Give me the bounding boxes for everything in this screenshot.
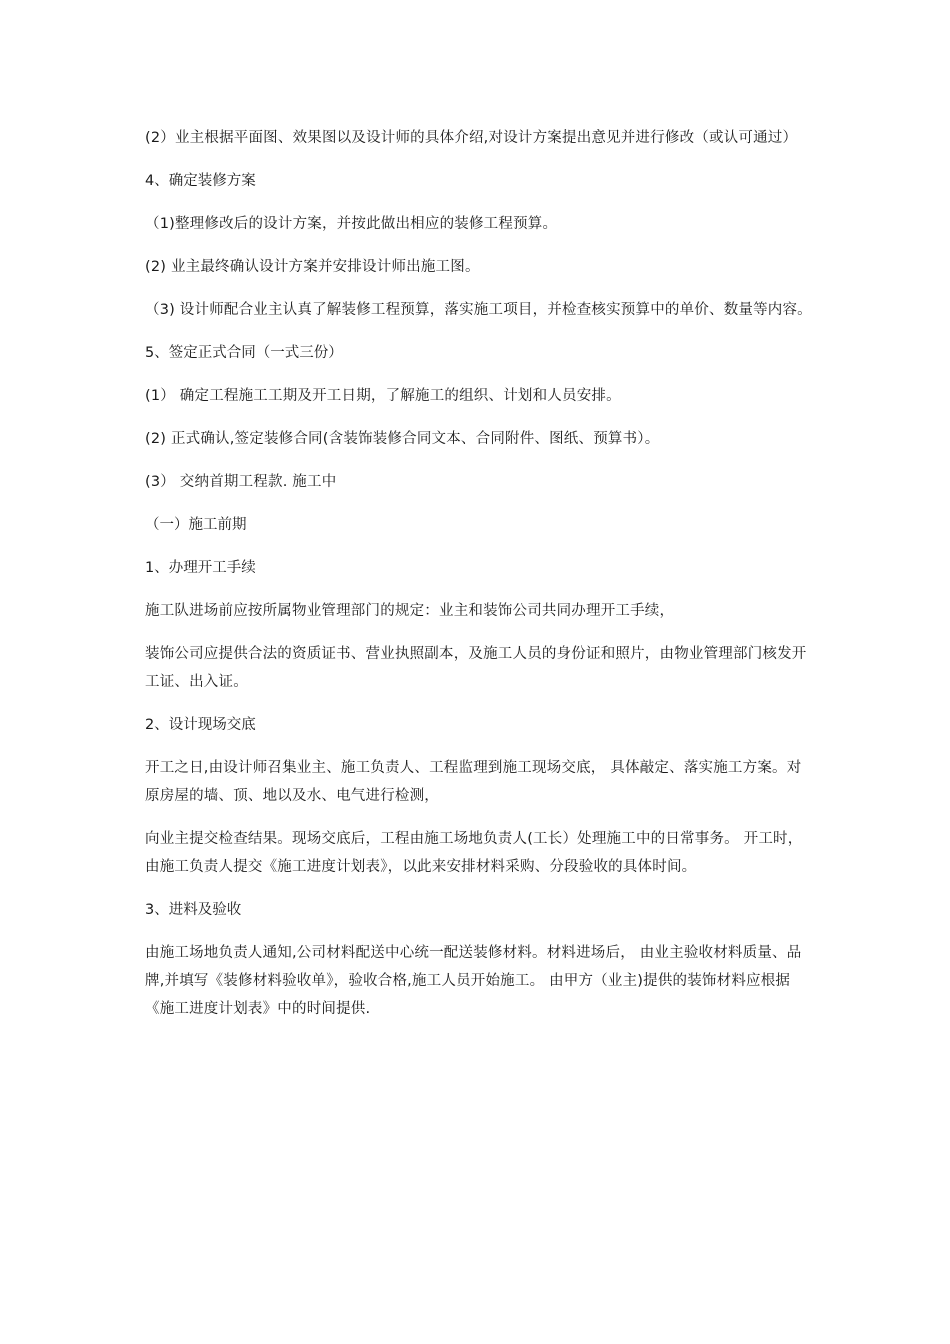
paragraph-inspection-results: 向业主提交检查结果。现场交底后，工程由施工场地负责人(工长）处理施工中的日常事务。 开工时，由施工负责人提交《施工进度计划表》，以此来安排材料采购、分段验收的具体时间。 — [145, 831, 803, 875]
heading-materials: 3、进料及验收 — [145, 902, 242, 918]
paragraph-credentials: 装饰公司应提供合法的资质证书、营业执照副本，及施工人员的身份证和照片，由物业管理部门核发开工证、出入证。 — [145, 646, 807, 690]
paragraph-final-confirm: (2) 业主最终确认设计方案并安排设计师出施工图。 — [145, 259, 480, 275]
paragraph-first-payment: (3） 交纳首期工程款. 施工中 — [145, 474, 337, 490]
paragraph-designer-revision: (2）业主根据平面图、效果图以及设计师的具体介绍,对设计方案提出意见并进行修改（或认可通过） — [145, 130, 798, 146]
paragraph-organize-plan: （1)整理修改后的设计方案，并按此做出相应的装修工程预算。 — [145, 216, 558, 232]
paragraph-budget-review: （3) 设计师配合业主认真了解装修工程预算，落实施工项目，并检查核实预算中的单价、数量等内容。 — [145, 302, 812, 318]
heading-start-procedures: 1、办理开工手续 — [145, 560, 256, 576]
paragraph-briefing-day: 开工之日,由设计师召集业主、施工负责人、工程监理到施工现场交底， 具体敲定、落实施工方案。对原房屋的墙、顶、地以及水、电气进行检测， — [145, 760, 802, 804]
paragraph-material-delivery: 由施工场地负责人通知,公司材料配送中心统一配送装修材料。材料进场后， 由业主验收材料质量、品牌,并填写《装修材料验收单》，验收合格,施工人员开始施工。 由甲方（业主)提供的装饰材料应根据《施工进度计划表》中的时间提供. — [145, 945, 802, 1017]
heading-pre-construction: （一）施工前期 — [145, 517, 247, 533]
paragraph-schedule: (1） 确定工程施工工期及开工日期，了解施工的组织、计划和人员安排。 — [145, 388, 621, 404]
heading-sign-contract: 5、签定正式合同（一式三份） — [145, 345, 343, 361]
heading-confirm-plan: 4、确定装修方案 — [145, 173, 256, 189]
paragraph-property-rules: 施工队进场前应按所属物业管理部门的规定：业主和装饰公司共同办理开工手续， — [145, 603, 675, 619]
paragraph-contract-sign: (2) 正式确认,签定装修合同(含装饰装修合同文本、合同附件、图纸、预算书）。 — [145, 431, 660, 447]
document-body — [145, 124, 815, 1038]
heading-site-briefing: 2、设计现场交底 — [145, 717, 256, 733]
